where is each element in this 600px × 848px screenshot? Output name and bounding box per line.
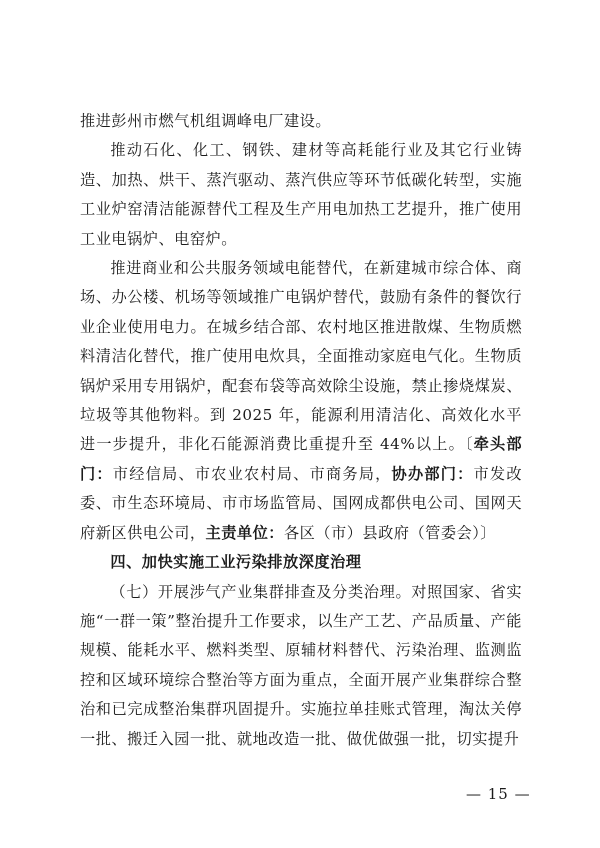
paragraph-3 <box>80 254 522 548</box>
assist-dept-value: 市发改委、市生态环境局、市市场监管局、国网成都供电公司、国网天府新区供电公司， <box>80 464 523 542</box>
section-heading: 四、加快实施工业污染排放深度治理 <box>110 553 362 572</box>
paragraph-5: （七）开展涉气产业集群排查及分类治理。对照国家、省实施“一群一策”整治提升工作要求，以生产工艺、产品质量、产能规模、能耗水平、燃料类型、原辅材料替代、污染治理、监测监控和区域环境综合整治等方面为重点，全面开展产业集群综合整治和已完成整治集群巩固提升。实施拉单挂账式管理，淘汰关停一批、搬迁入园一批、就地改造一批、做优做强一批，切实提升 <box>80 582 522 748</box>
responsible-unit-label: 主责单位： <box>205 523 284 542</box>
lead-dept-label: 牵头部门： <box>80 435 523 483</box>
responsible-unit-value: 各区（市）县政府（管委会）〕 <box>283 523 496 542</box>
page-number: — 15 — <box>466 785 531 803</box>
paragraph-3-text: 推进商业和公共服务领域电能替代，在新建城市综合体、商场、办公楼、机场等领域推广电锅炉替代，鼓励有条件的餐饮行业企业使用电力。在城乡结合部、农村地区推进散煤、生物质燃料清洁化替代，推广使用电炊具，全面推动家庭电气化。生物质锅炉采用专用锅炉，配套布袋等高效除尘设施，禁止掺烧煤炭、垃圾等其他物料。到 2025 年，能源利用清洁化、高效化水平进一步提升，非化石能源消费比重提升至 44%以上。〔 <box>80 259 522 454</box>
body-text <box>80 107 522 754</box>
paragraph-2: 推动石化、化工、钢铁、建材等高耗能行业及其它行业铸造、加热、烘干、蒸汽驱动、蒸汽供应等环节低碳化转型，实施工业炉窑清洁能源替代工程及生产用电加热工艺提升，推广使用工业电锅炉、电窑炉。 <box>80 141 522 248</box>
lead-dept-value: 市经信局、市农业农村局、市商务局， <box>112 464 392 483</box>
paragraph-1: 推进彭州市燃气机组调峰电厂建设。 <box>80 112 331 130</box>
assist-dept-label: 协办部门： <box>391 464 474 483</box>
